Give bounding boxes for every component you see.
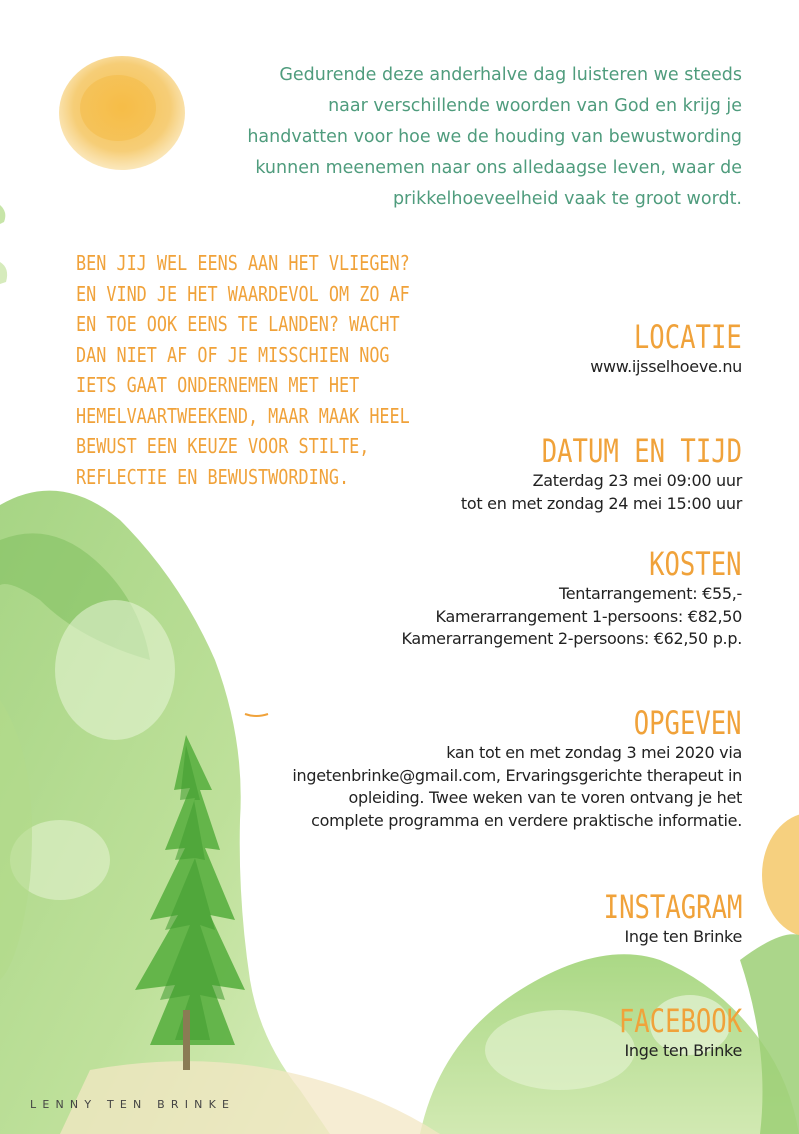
instagram-section — [569, 888, 742, 949]
datum-section — [461, 432, 742, 515]
intro-paragraph — [180, 60, 742, 215]
tagline-line: HEMELVAARTWEEKEND, MAAR MAAK HEEL — [76, 403, 410, 428]
datum-line: Zaterdag 23 mei 09:00 uur — [532, 471, 742, 490]
facebook-heading: FACEBOOK — [618, 1002, 742, 1040]
tagline-line: DAN NIET AF OF JE MISSCHIEN NOG — [76, 342, 390, 367]
instagram-heading: INSTAGRAM — [603, 888, 742, 926]
opgeven-line: kan tot en met zondag 3 mei 2020 via — [446, 743, 742, 762]
opgeven-section — [292, 704, 742, 832]
sun-partial-right — [762, 813, 799, 937]
opgeven-line: opleiding. Twee weken van te voren ontvang je het — [348, 788, 742, 807]
tagline-line: REFLECTIE EN BEWUSTWORDING. — [76, 464, 350, 489]
opgeven-email-line[interactable]: ingetenbrinke@gmail.com, Ervaringsgerichte therapeut in — [292, 765, 742, 785]
intro-line: naar verschillende woorden van God en krijg je — [328, 96, 742, 116]
kosten-line: Kamerarrangement 1-persoons: €82,50 — [435, 606, 742, 626]
tagline-line: BEWUST EEN KEUZE VOOR STILTE, — [76, 434, 370, 458]
datum-line: tot en met zondag 24 mei 15:00 uur — [460, 493, 742, 513]
locatie-website-link[interactable]: www.ijsselhoeve.nu — [590, 357, 742, 376]
tagline-line: EN TOE OOK EENS TE LANDEN? WACHT — [76, 312, 400, 336]
tagline-line: EN VIND JE HET WAARDEVOL OM ZO AF — [76, 281, 410, 306]
kosten-heading: KOSTEN — [649, 545, 742, 583]
intro-line: Gedurende deze anderhalve dag luisteren we steeds — [279, 65, 742, 85]
facebook-section — [588, 1002, 742, 1063]
intro-line: kunnen meenemen naar ons alledaagse leven, waar de — [255, 158, 742, 178]
kosten-line: Kamerarrangement 2-persoons: €62,50 p.p. — [401, 629, 742, 648]
locatie-heading: LOCATIE — [634, 318, 742, 356]
facebook-handle[interactable]: Inge ten Brinke — [624, 1041, 742, 1060]
locatie-section — [590, 318, 742, 379]
tagline-paragraph — [76, 248, 410, 492]
artist-signature: LENNY TEN BRINKE — [30, 1098, 236, 1111]
tagline-line: IETS GAAT ONDERNEMEN MET HET — [76, 373, 360, 397]
intro-line: handvatten voor hoe we de houding van bewustwording — [247, 127, 742, 147]
opgeven-heading: OPGEVEN — [634, 704, 742, 742]
sun-shape — [59, 56, 185, 170]
kosten-line: Tentarrangement: €55,- — [558, 584, 742, 603]
opgeven-line: complete programma en verdere praktische informatie. — [311, 810, 742, 830]
tagline-line: BEN JIJ WEL EENS AAN HET VLIEGEN? — [76, 251, 410, 275]
intro-line: prikkelhoeveelheid vaak te groot wordt. — [392, 189, 742, 209]
datum-heading: DATUM EN TIJD — [541, 432, 742, 470]
instagram-handle[interactable]: Inge ten Brinke — [624, 927, 742, 946]
kosten-section — [401, 545, 742, 651]
